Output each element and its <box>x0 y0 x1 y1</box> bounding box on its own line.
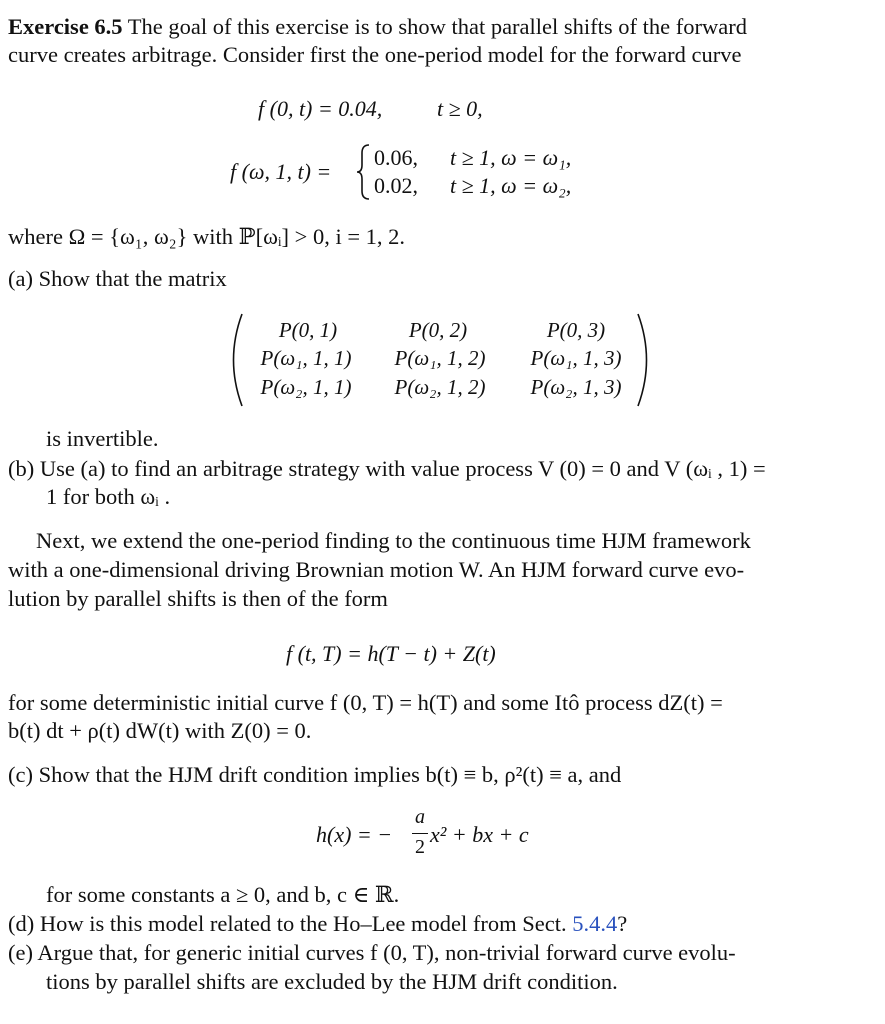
matrix-left-paren <box>222 312 244 408</box>
deterministic-line-1: for some deterministic initial curve f (0, T) = h(T) and some Itô process dZ(t) = <box>8 690 723 715</box>
part-c-text: Show that the HJM drift condition implies b(t) ≡ b, ρ²(t) ≡ a, and <box>38 762 622 787</box>
intro-text-2: curve creates arbitrage. Consider first the one-period model for the forward curve <box>8 42 742 67</box>
part-c <box>8 762 621 788</box>
h-eq-rhs: x² + bx + c <box>430 822 529 847</box>
part-d-text: How is this model related to the Ho–Lee model from Sect. <box>39 911 567 936</box>
matrix-cell: P(ω₂, 1, 1) <box>260 375 352 399</box>
part-e-label: (e) <box>8 940 33 965</box>
constants-text: for some constants a ≥ 0, and b, c ∈ ℝ. <box>46 882 400 907</box>
intro-text-1: The goal of this exercise is to show that parallel shifts of the forward <box>127 14 747 39</box>
eq-f1-case2-cond: t ≥ 1, ω = ω₂, <box>450 173 572 198</box>
where-line: where Ω = {ω₁, ω₂} with ℙ[ωᵢ] > 0, i = 1, 2. <box>8 224 406 249</box>
section-link[interactable]: 5.4.4 <box>572 911 618 936</box>
eq-f1-case1-val: 0.06, <box>374 145 418 170</box>
matrix-cell: P(ω₁, 1, 2) <box>394 346 486 370</box>
parallel-shift-equation: f (t, T) = h(T − t) + Z(t) <box>286 641 496 666</box>
part-b-line-1 <box>8 456 766 482</box>
matrix-cell: P(0, 3) <box>546 318 606 342</box>
exercise-intro-line-1 <box>8 14 747 40</box>
part-a <box>8 266 227 292</box>
part-e-text-1: Argue that, for generic initial curves f (0, T), non-trivial forward curve evolu- <box>37 940 736 965</box>
eq-f0-lhs: f (0, t) = 0.04, <box>258 96 383 121</box>
part-d <box>8 911 627 937</box>
matrix-right-paren <box>636 312 658 408</box>
matrix-cell: P(0, 2) <box>408 318 468 342</box>
part-b-line-2: 1 for both ωᵢ . <box>46 484 171 509</box>
matrix-cell: P(ω₁, 1, 1) <box>260 346 352 370</box>
matrix-cell: P(ω₂, 1, 3) <box>530 375 622 399</box>
fraction-bar <box>412 833 428 834</box>
next-paragraph-line-3: lution by parallel shifts is then of the form <box>8 586 388 611</box>
part-e-line-1 <box>8 940 736 966</box>
invertible-text: is invertible. <box>46 426 159 451</box>
exercise-heading: Exercise 6.5 <box>8 14 123 39</box>
eq-f0-cond: t ≥ 0, <box>437 96 483 121</box>
part-a-text: Show that the matrix <box>38 266 227 291</box>
next-paragraph-line-2: with a one-dimensional driving Brownian motion W. An HJM forward curve evo- <box>8 557 745 582</box>
deterministic-line-2: b(t) dt + ρ(t) dW(t) with Z(0) = 0. <box>8 718 312 743</box>
part-a-label: (a) <box>8 266 33 291</box>
part-c-label: (c) <box>8 762 33 787</box>
part-d-question-mark: ? <box>617 911 628 936</box>
eq-f1-lhs: f (ω, 1, t) = <box>230 159 332 184</box>
h-eq-denominator: 2 <box>415 836 425 858</box>
part-b-label: (b) <box>8 456 35 481</box>
eq-f1-case2-val: 0.02, <box>374 173 418 198</box>
matrix-cell: P(0, 1) <box>278 318 338 342</box>
part-e-line-2: tions by parallel shifts are excluded by the HJM drift condition. <box>46 969 618 994</box>
next-paragraph-line-1: Next, we extend the one-period finding to the continuous time HJM framework <box>36 528 751 553</box>
h-eq-numerator: a <box>415 806 425 828</box>
matrix-cell: P(ω₂, 1, 2) <box>394 375 486 399</box>
cases-brace <box>356 143 372 201</box>
matrix-cell: P(ω₁, 1, 3) <box>530 346 622 370</box>
part-b-text-1: Use (a) to find an arbitrage strategy with value process V (0) = 0 and V (ωᵢ , 1) = <box>39 456 766 481</box>
part-d-label: (d) <box>8 911 35 936</box>
eq-f1-case1-cond: t ≥ 1, ω = ω₁, <box>450 145 572 170</box>
h-eq-lhs: h(x) = − <box>316 822 393 847</box>
